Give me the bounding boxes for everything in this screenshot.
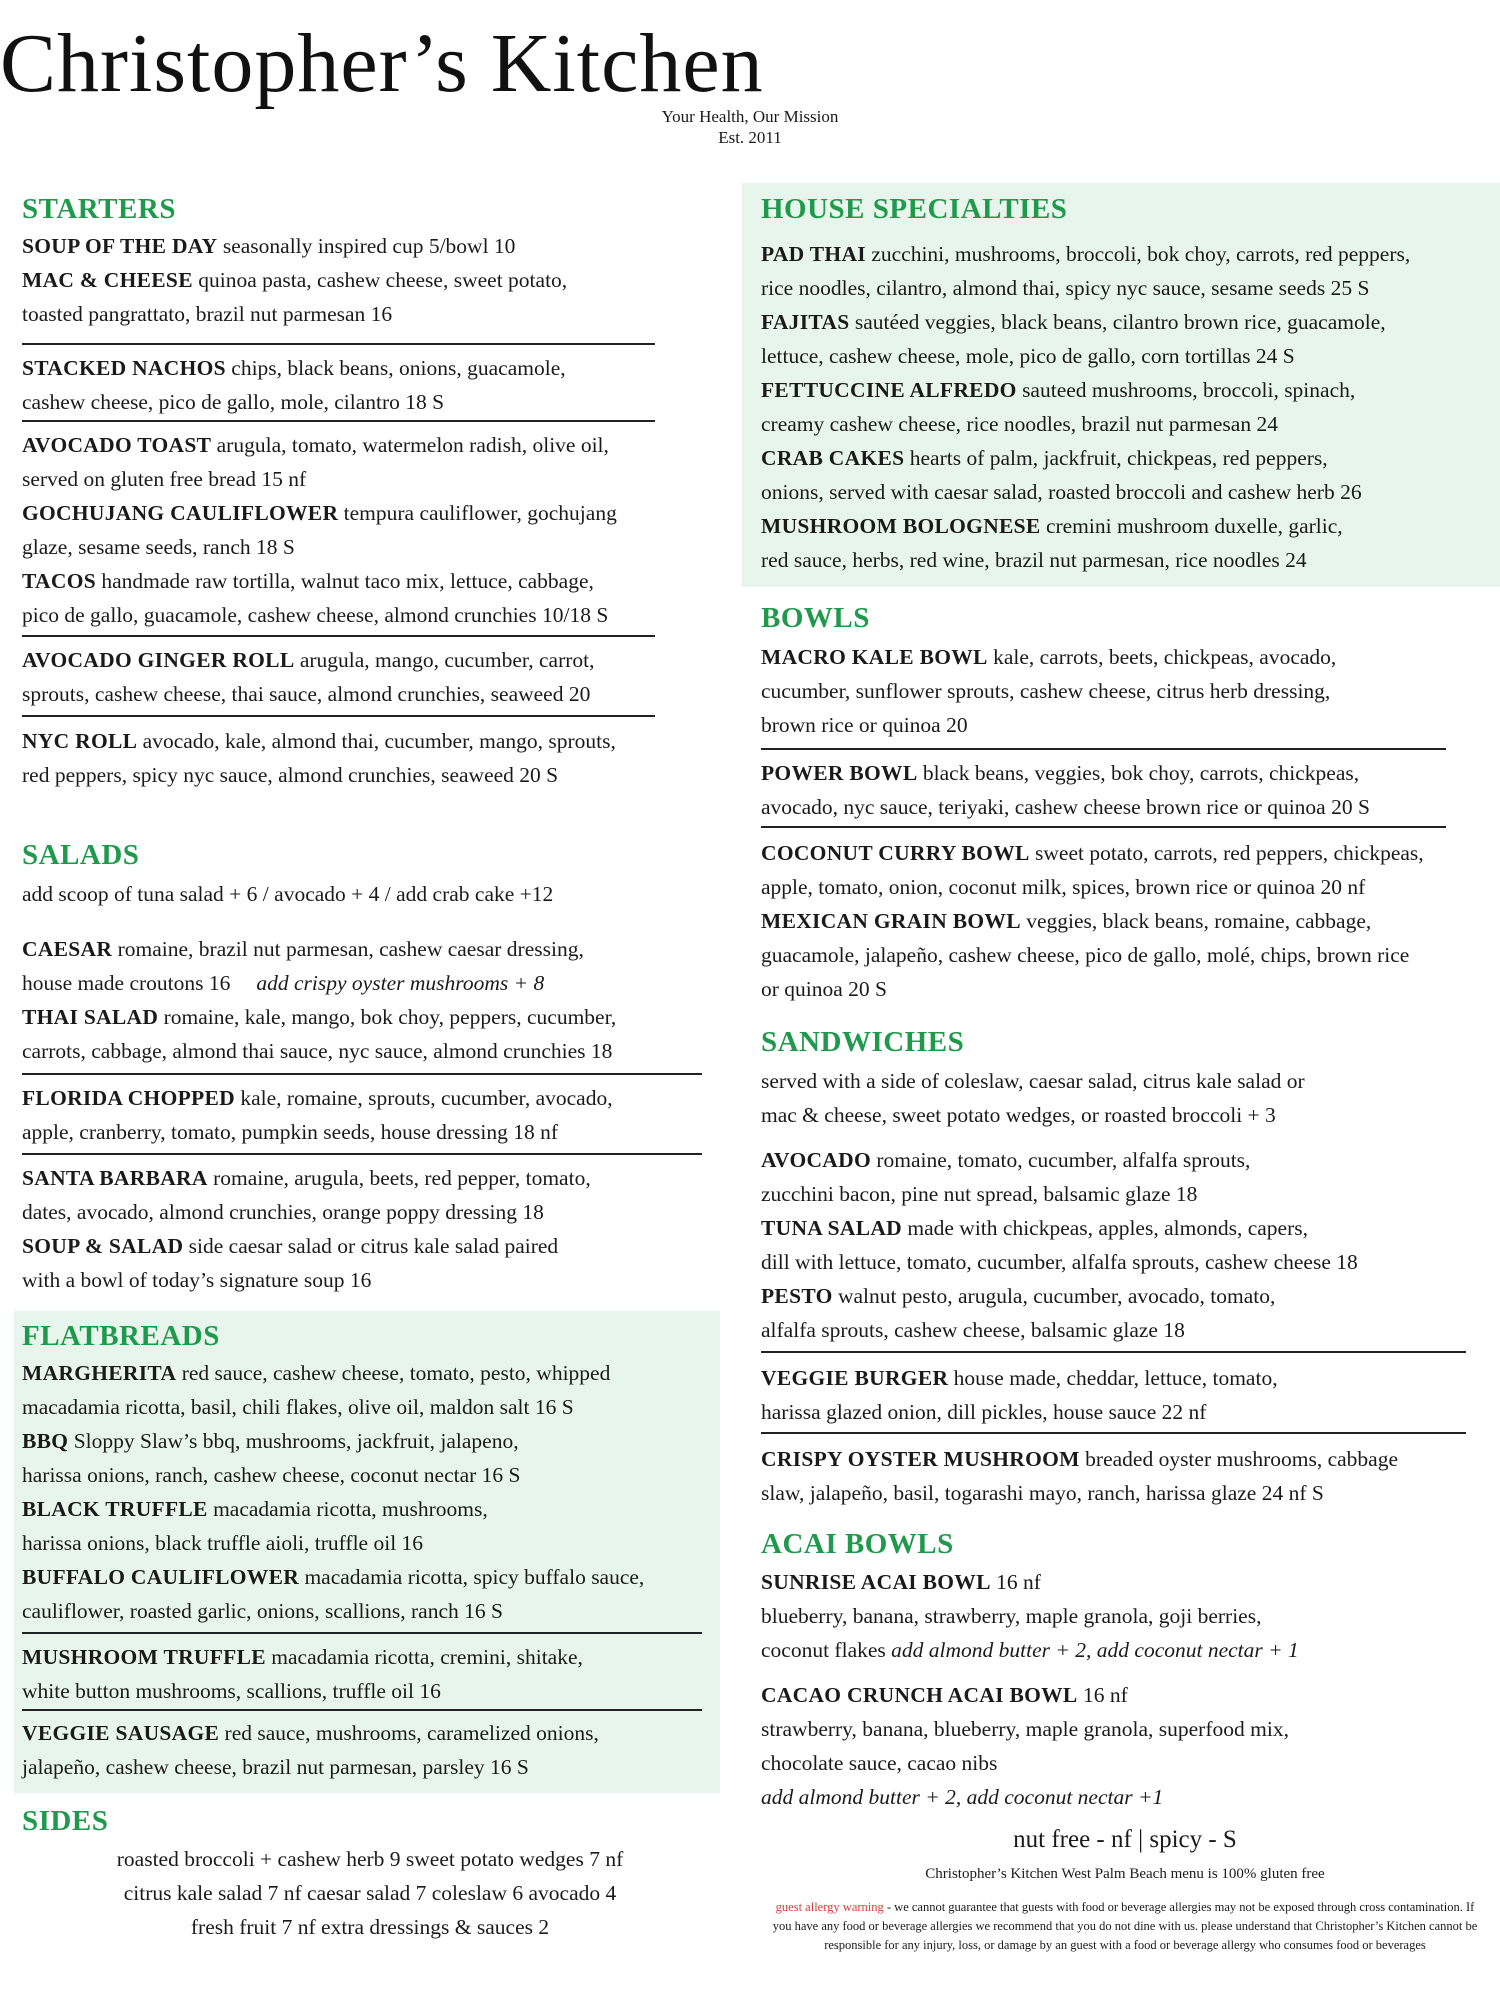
item-desc: arugula, mango, cucumber, carrot, [294, 648, 595, 672]
starters-list-5 [22, 724, 616, 792]
menu-item [761, 305, 1410, 339]
item-desc: Sloppy Slaw’s bbq, mushrooms, jackfruit, jalapeno, [68, 1429, 519, 1453]
divider [22, 420, 655, 422]
item-desc: romaine, arugula, beets, red pepper, tomato, [207, 1166, 591, 1190]
item-name: CRISPY OYSTER MUSHROOM [761, 1447, 1080, 1471]
gluten-free-note: Christopher’s Kitchen West Palm Beach menu is 100% gluten free [925, 1866, 1325, 1882]
item-name: VEGGIE BURGER [761, 1366, 949, 1390]
menu-item [22, 724, 616, 758]
menu-item [761, 1143, 1358, 1177]
item-name: BBQ [22, 1429, 69, 1453]
house-specialties-list [761, 237, 1410, 577]
sides-row: roasted broccoli + cashew herb 9 sweet potato wedges 7 nf [116, 1847, 624, 1871]
salads-heading: SALADS [22, 839, 140, 871]
item-name: SUNRISE ACAI BOWL [761, 1570, 991, 1594]
item-desc-cont: sprouts, cashew cheese, thai sauce, almond crunchies, seaweed 20 [22, 682, 591, 706]
sides-heading: SIDES [22, 1805, 109, 1837]
item-name: BLACK TRUFFLE [22, 1497, 208, 1521]
item-name: MACRO KALE BOWL [761, 645, 988, 669]
menu-item [22, 263, 567, 297]
sandwiches-heading: SANDWICHES [761, 1026, 965, 1058]
menu-item [22, 351, 566, 385]
item-desc-cont: alfalfa sprouts, cashew cheese, balsamic glaze 18 [761, 1318, 1185, 1342]
divider [761, 826, 1446, 828]
salads-list [22, 932, 616, 1068]
item-desc-cont: pico de gallo, guacamole, cashew cheese, almond crunchies 10/18 S [22, 603, 609, 627]
item-desc-cont: lettuce, cashew cheese, mole, pico de gallo, corn tortillas 24 S [761, 344, 1295, 368]
menu-item [22, 1000, 616, 1034]
item-name: AVOCADO TOAST [22, 433, 212, 457]
item-name: TUNA SALAD [761, 1216, 902, 1240]
item-desc-cont: or quinoa 20 S [761, 977, 888, 1001]
item-name: MAC & CHEESE [22, 268, 193, 292]
item-desc-cont: red sauce, herbs, red wine, brazil nut parmesan, rice noodles 24 [761, 548, 1307, 572]
item-desc-cont: strawberry, banana, blueberry, maple granola, superfood mix, [761, 1717, 1289, 1741]
item-desc: house made, cheddar, lettuce, tomato, [948, 1366, 1278, 1390]
acai-list [761, 1565, 1299, 1667]
menu-item [22, 1640, 583, 1674]
menu-item [761, 441, 1410, 475]
dietary-legend: nut free - nf | spicy - S [1013, 1826, 1237, 1853]
item-name: BUFFALO CAULIFLOWER [22, 1565, 300, 1589]
starters-list-4 [22, 643, 594, 711]
item-price: 16 nf [990, 1570, 1041, 1594]
sandwiches-intro [761, 1064, 1305, 1132]
item-desc-cont: red peppers, spicy nyc sauce, almond crunchies, seaweed 20 S [22, 763, 559, 787]
sides-row: fresh fruit 7 nf extra dressings & sauces 2 [190, 1915, 550, 1939]
item-desc: macadamia ricotta, cremini, shitake, [265, 1645, 583, 1669]
item-name: MUSHROOM BOLOGNESE [761, 514, 1041, 538]
item-name: COCONUT CURRY BOWL [761, 841, 1030, 865]
menu-item [761, 1442, 1398, 1476]
item-name: AVOCADO [761, 1148, 871, 1172]
menu-item [22, 1492, 644, 1526]
menu-item [761, 1211, 1358, 1245]
item-desc-cont: chocolate sauce, cacao nibs [761, 1751, 998, 1775]
menu-item [22, 428, 617, 462]
item-desc-cont: with a bowl of today’s signature soup 16 [22, 1268, 372, 1292]
item-name: PESTO [761, 1284, 833, 1308]
salads-list-3 [22, 1161, 591, 1297]
flatbreads-list [22, 1356, 644, 1628]
item-desc: made with chickpeas, apples, almonds, capers, [902, 1216, 1308, 1240]
item-desc-cont: glaze, sesame seeds, ranch 18 S [22, 535, 295, 559]
item-desc-cont: carrots, cabbage, almond thai sauce, nyc sauce, almond crunchies 18 [22, 1039, 613, 1063]
salads-addons: add scoop of tuna salad + 6 / avocado + 4 / add crab cake +12 [22, 882, 554, 906]
divider [22, 1153, 702, 1155]
divider [761, 1351, 1466, 1353]
item-desc-cont: avocado, nyc sauce, teriyaki, cashew cheese brown rice or quinoa 20 S [761, 795, 1370, 819]
starters-list-2 [22, 351, 566, 419]
bowls-list [761, 640, 1336, 742]
item-name: CRAB CAKES [761, 446, 905, 470]
item-desc: walnut pesto, arugula, cucumber, avocado, tomato, [832, 1284, 1276, 1308]
restaurant-title: Christopher’s Kitchen [0, 17, 764, 110]
menu-item [761, 1565, 1299, 1599]
item-desc-cont: apple, cranberry, tomato, pumpkin seeds, house dressing 18 nf [22, 1120, 558, 1144]
flatbreads-heading: FLATBREADS [22, 1320, 220, 1352]
item-desc: romaine, kale, mango, bok choy, peppers, cucumber, [158, 1005, 617, 1029]
item-desc-cont [22, 966, 616, 1000]
item-desc: zucchini, mushrooms, broccoli, bok choy, carrots, red peppers, [865, 242, 1411, 266]
item-desc: cremini mushroom duxelle, garlic, [1040, 514, 1343, 538]
divider [22, 715, 655, 717]
item-addon: add almond butter + 2, add coconut nectar + 1 [891, 1638, 1299, 1662]
starters-list [22, 229, 567, 331]
item-desc-cont: blueberry, banana, strawberry, maple granola, goji berries, [761, 1604, 1262, 1628]
acai-heading: ACAI BOWLS [761, 1528, 954, 1560]
item-desc-cont: cauliflower, roasted garlic, onions, scallions, ranch 16 S [22, 1599, 503, 1623]
item-desc-text: house made croutons 16 [22, 971, 231, 995]
salads-list-2 [22, 1081, 613, 1149]
item-name: SANTA BARBARA [22, 1166, 208, 1190]
item-name: FLORIDA CHOPPED [22, 1086, 235, 1110]
item-desc-cont: creamy cashew cheese, rice noodles, brazil nut parmesan 24 [761, 412, 1278, 436]
item-desc-cont: served on gluten free bread 15 nf [22, 467, 307, 491]
item-desc-cont: harissa onions, black truffle aioli, truffle oil 16 [22, 1531, 424, 1555]
menu-item [761, 1678, 1289, 1712]
item-addon: add almond butter + 2, add coconut nectar +1 [761, 1785, 1164, 1809]
salads-addons-block [22, 877, 553, 911]
item-name: THAI SALAD [22, 1005, 159, 1029]
item-desc-cont: slaw, jalapeño, basil, togarashi mayo, ranch, harissa glaze 24 nf S [761, 1481, 1324, 1505]
menu-item [22, 1560, 644, 1594]
item-desc: sautéed veggies, black beans, cilantro brown rice, guacamole, [849, 310, 1386, 334]
bowls-heading: BOWLS [761, 602, 870, 634]
item-desc: tempura cauliflower, gochujang [338, 501, 617, 525]
menu-item [22, 1356, 644, 1390]
item-name: GOCHUJANG CAULIFLOWER [22, 501, 339, 525]
item-desc: hearts of palm, jackfruit, chickpeas, red peppers, [904, 446, 1328, 470]
item-desc-cont: cucumber, sunflower sprouts, cashew cheese, citrus herb dressing, [761, 679, 1331, 703]
menu-item [761, 904, 1424, 938]
sandwiches-intro-line: served with a side of coleslaw, caesar salad, citrus kale salad or [761, 1069, 1305, 1093]
acai-list-2 [761, 1678, 1289, 1814]
menu-item [761, 373, 1410, 407]
menu-item [22, 1229, 591, 1263]
item-name: VEGGIE SAUSAGE [22, 1721, 220, 1745]
item-name: PAD THAI [761, 242, 866, 266]
item-desc: red sauce, cashew cheese, tomato, pesto, whipped [176, 1361, 611, 1385]
bowls-list-3 [761, 836, 1424, 1006]
item-desc: side caesar salad or citrus kale salad paired [183, 1234, 559, 1258]
item-name: TACOS [22, 569, 96, 593]
item-name: POWER BOWL [761, 761, 918, 785]
menu-item [22, 1716, 599, 1750]
allergy-warning-text: - we cannot guarantee that guests with food or beverage allergies may not be exposed through cross contamination. If you have any food or beverage allergies we recommend that you do not dine with us. please understand that Christopher’s Kitchen cannot be responsible for any injury, loss, or damage by an guest with a food or beverage allergy who consumes food or beverages [772, 1900, 1478, 1952]
item-desc: veggies, black beans, romaine, cabbage, [1020, 909, 1372, 933]
item-desc-cont: apple, tomato, onion, coconut milk, spices, brown rice or quinoa 20 nf [761, 875, 1366, 899]
item-price: 16 nf [1077, 1683, 1128, 1707]
menu-item [22, 1081, 613, 1115]
sandwiches-intro-line: mac & cheese, sweet potato wedges, or roasted broccoli + 3 [761, 1103, 1276, 1127]
item-desc: romaine, brazil nut parmesan, cashew caesar dressing, [112, 937, 584, 961]
item-desc-cont: harissa glazed onion, dill pickles, house sauce 22 nf [761, 1400, 1207, 1424]
item-name: FAJITAS [761, 310, 850, 334]
divider [761, 748, 1446, 750]
item-desc-cont: dill with lettuce, tomato, cucumber, alfalfa sprouts, cashew cheese 18 [761, 1250, 1358, 1274]
item-desc-cont: white button mushrooms, scallions, truffle oil 16 [22, 1679, 441, 1703]
item-name: STACKED NACHOS [22, 356, 226, 380]
item-desc: quinoa pasta, cashew cheese, sweet potato, [192, 268, 568, 292]
item-name: SOUP & SALAD [22, 1234, 184, 1258]
item-desc-cont: guacamole, jalapeño, cashew cheese, pico de gallo, molé, chips, brown rice [761, 943, 1410, 967]
item-name: MARGHERITA [22, 1361, 177, 1385]
sandwiches-list [761, 1143, 1358, 1347]
item-desc-cont [761, 1633, 1299, 1667]
divider [22, 635, 655, 637]
item-desc: handmade raw tortilla, walnut taco mix, lettuce, cabbage, [95, 569, 594, 593]
item-addon: add crispy oyster mushrooms + 8 [256, 971, 545, 995]
item-desc: kale, carrots, beets, chickpeas, avocado, [987, 645, 1337, 669]
item-desc: black beans, veggies, bok choy, carrots, chickpeas, [917, 761, 1360, 785]
item-desc: romaine, tomato, cucumber, alfalfa sprouts, [870, 1148, 1251, 1172]
item-name: SOUP OF THE DAY [22, 234, 218, 258]
item-desc: macadamia ricotta, mushrooms, [207, 1497, 488, 1521]
item-name: MEXICAN GRAIN BOWL [761, 909, 1021, 933]
item-desc: red sauce, mushrooms, caramelized onions, [219, 1721, 599, 1745]
item-name: FETTUCCINE ALFREDO [761, 378, 1017, 402]
menu-item [22, 229, 567, 263]
menu-item [22, 496, 617, 530]
item-desc-text: coconut flakes [761, 1638, 892, 1662]
item-desc-cont: dates, avocado, almond crunchies, orange poppy dressing 18 [22, 1200, 544, 1224]
menu-item [761, 237, 1410, 271]
divider [761, 1432, 1466, 1434]
divider [22, 1709, 702, 1711]
menu-item [22, 564, 617, 598]
menu-item [761, 756, 1370, 790]
divider [22, 1073, 702, 1075]
item-desc-cont: brown rice or quinoa 20 [761, 713, 968, 737]
item-desc: chips, black beans, onions, guacamole, [225, 356, 566, 380]
item-desc-cont: harissa onions, ranch, cashew cheese, coconut nectar 16 S [22, 1463, 521, 1487]
item-desc: avocado, kale, almond thai, cucumber, mango, sprouts, [137, 729, 616, 753]
menu-item [22, 932, 616, 966]
item-desc: sweet potato, carrots, red peppers, chickpeas, [1029, 841, 1424, 865]
allergy-warning-label: guest allergy warning [775, 1900, 884, 1914]
item-desc: breaded oyster mushrooms, cabbage [1079, 1447, 1398, 1471]
item-name: MUSHROOM TRUFFLE [22, 1645, 266, 1669]
menu-item [22, 1424, 644, 1458]
menu-item [761, 640, 1336, 674]
menu-item [761, 509, 1410, 543]
item-desc-cont: onions, served with caesar salad, roasted broccoli and cashew herb 26 [761, 480, 1362, 504]
item-desc-cont: toasted pangrattato, brazil nut parmesan 16 [22, 302, 393, 326]
starters-list-3 [22, 428, 617, 632]
item-desc: macadamia ricotta, spicy buffalo sauce, [299, 1565, 645, 1589]
divider [22, 343, 655, 345]
menu-item [22, 643, 594, 677]
item-desc-cont: zucchini bacon, pine nut spread, balsamic glaze 18 [761, 1182, 1198, 1206]
item-desc-cont: rice noodles, cilantro, almond thai, spicy nyc sauce, sesame seeds 25 S [761, 276, 1370, 300]
menu-item [761, 836, 1424, 870]
item-desc: seasonally inspired cup 5/bowl 10 [217, 234, 516, 258]
sandwiches-list-2 [761, 1361, 1278, 1429]
item-name: CACAO CRUNCH ACAI BOWL [761, 1683, 1078, 1707]
item-desc-cont: cashew cheese, pico de gallo, mole, cilantro 18 S [22, 390, 445, 414]
house-specialties-heading: HOUSE SPECIALTIES [761, 193, 1068, 225]
bowls-list-2 [761, 756, 1370, 824]
item-name: NYC ROLL [22, 729, 138, 753]
starters-heading: STARTERS [22, 193, 176, 225]
sandwiches-list-3 [761, 1442, 1398, 1510]
flatbreads-list-2 [22, 1640, 583, 1708]
established-year: Est. 2011 [718, 128, 782, 147]
menu-item [761, 1279, 1358, 1313]
tagline: Your Health, Our Mission [661, 107, 839, 126]
item-desc-cont: jalapeño, cashew cheese, brazil nut parmesan, parsley 16 S [22, 1755, 529, 1779]
item-name: CAESAR [22, 937, 113, 961]
item-desc: kale, romaine, sprouts, cucumber, avocado, [234, 1086, 613, 1110]
menu-item [761, 1361, 1278, 1395]
item-name: AVOCADO GINGER ROLL [22, 648, 295, 672]
flatbreads-list-3 [22, 1716, 599, 1784]
divider [22, 1632, 702, 1634]
item-desc: arugula, tomato, watermelon radish, olive oil, [211, 433, 609, 457]
allergy-warning [770, 1898, 1480, 1955]
item-desc: sauteed mushrooms, broccoli, spinach, [1016, 378, 1356, 402]
item-desc-cont: macadamia ricotta, basil, chili flakes, olive oil, maldon salt 16 S [22, 1395, 574, 1419]
menu-item [22, 1161, 591, 1195]
sides-row: citrus kale salad 7 nf caesar salad 7 coleslaw 6 avocado 4 [123, 1881, 617, 1905]
